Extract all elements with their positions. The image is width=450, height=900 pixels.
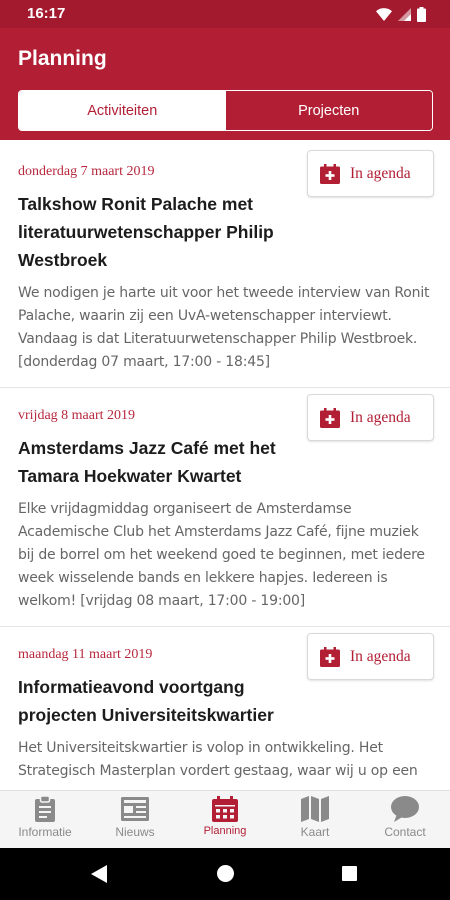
status-bar <box>0 0 450 28</box>
status-time: 16:17 <box>27 5 66 22</box>
nav-item-informatie[interactable] <box>0 791 90 848</box>
item-description: Het Universiteitskwartier is volop in ontwikkeling. Het Strategisch Masterplan vordert gestaag, waar wij u op een <box>18 740 418 779</box>
status-icons <box>376 6 426 22</box>
item-title: Talkshow Ronit Palache met literatuurwetenschapper Philip Westbroek <box>18 194 274 270</box>
agenda-button-label: In agenda <box>350 164 411 182</box>
nav-label: Planning <box>203 825 247 837</box>
item-title: Informatieavond voortgang projecten Universiteitskwartier <box>18 677 274 725</box>
item-description: Elke vrijdagmiddag organiseert de Amsterdamse Academische Club het Amsterdams Jazz Café, fijne muziek bij de borrel om het weekend goed te beginnen, met iedere week wisselende bands en lekkere hapjes. Iedereen is welkom! [vrijdag 08 maart, 17:00 - 19:00] <box>18 501 425 609</box>
list-item[interactable] <box>18 164 434 374</box>
calendar-add-icon <box>320 647 340 667</box>
calendar-icon <box>212 796 238 822</box>
calendar-add-icon <box>320 164 340 184</box>
back-icon[interactable] <box>91 865 107 883</box>
item-date: vrijdag 8 maart 2019 <box>18 408 136 423</box>
item-date: maandag 11 maart 2019 <box>18 647 153 662</box>
divider <box>0 626 450 627</box>
nav-item-contact[interactable] <box>360 791 450 848</box>
app-bar <box>0 28 450 140</box>
nav-label: Informatie <box>18 825 72 839</box>
nav-label: Kaart <box>300 825 330 839</box>
nav-label: Nieuws <box>115 825 155 839</box>
item-date: donderdag 7 maart 2019 <box>18 164 155 179</box>
add-to-agenda-button[interactable] <box>307 150 434 197</box>
nav-item-kaart[interactable] <box>270 791 360 848</box>
tab-projecten[interactable]: Projecten <box>226 91 433 130</box>
item-description: We nodigen je harte uit voor het tweede interview van Ronit Palache, waarin zij een UvA-wetenschapper interviewt. Vandaag is dat Literatuurwetenschapper Philip Westbroek. [donderdag 07 maart, 17:00 - 18:45] <box>18 285 430 370</box>
chat-bubble-icon <box>391 796 419 822</box>
divider <box>0 387 450 388</box>
calendar-add-icon <box>320 408 340 428</box>
list-item[interactable] <box>18 647 434 783</box>
tab-activiteiten[interactable]: Activiteiten <box>19 91 226 130</box>
add-to-agenda-button[interactable] <box>307 633 434 680</box>
nav-label: Contact <box>384 825 426 839</box>
bottom-navigation <box>0 790 450 848</box>
battery-icon <box>417 7 426 22</box>
item-title: Amsterdams Jazz Café met het Tamara Hoekwater Kwartet <box>18 438 276 486</box>
signal-icon <box>398 8 411 21</box>
home-icon[interactable] <box>217 865 234 882</box>
agenda-button-label: In agenda <box>350 408 411 426</box>
add-to-agenda-button[interactable] <box>307 394 434 441</box>
agenda-button-label: In agenda <box>350 647 411 665</box>
map-icon <box>301 796 329 822</box>
system-navigation-bar <box>0 848 450 900</box>
wifi-icon <box>376 8 392 21</box>
page-title: Planning <box>18 47 107 70</box>
clipboard-icon <box>34 796 56 822</box>
newspaper-icon <box>121 796 149 822</box>
list-item[interactable] <box>18 408 434 613</box>
recent-apps-icon[interactable] <box>342 866 357 881</box>
segmented-tabs <box>18 90 433 131</box>
activity-list[interactable] <box>0 140 450 790</box>
nav-item-nieuws[interactable] <box>90 791 180 848</box>
nav-item-planning[interactable] <box>180 791 270 848</box>
